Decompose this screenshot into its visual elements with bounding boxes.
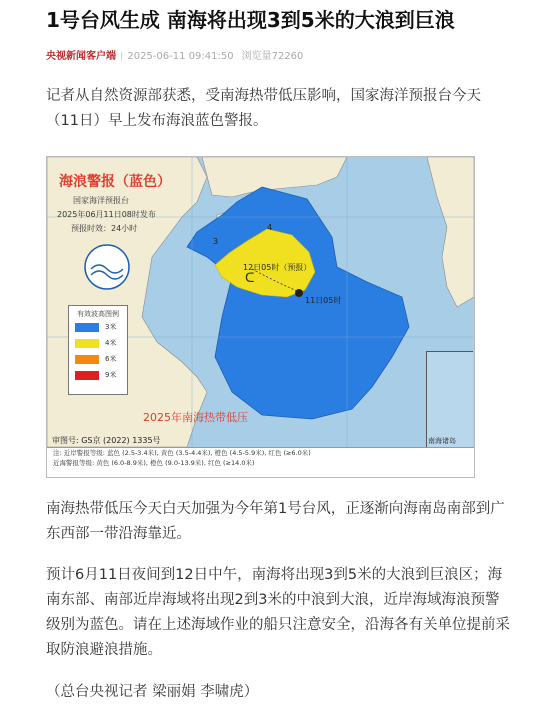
forecast-label-12: 12日05时（预报）: [243, 263, 312, 272]
note-line-coastal: 注: 近岸警报等级: 蓝色 (2.5-3.4米), 黄色 (3.5-4.4米), 橙色 (4.5-5.9米), 红色 (≥6.0米): [53, 449, 311, 457]
legend-label: 3米: [105, 323, 117, 331]
legend-swatch-3m: [75, 323, 99, 332]
paragraph-typhoon: 南海热带低压今天白天加强为今年第1号台风，正逐渐向海南岛南部到广东西部一带沿海靠近。: [46, 501, 505, 542]
legend-item: [69, 353, 127, 367]
legend-title: 有效波高图例: [77, 310, 119, 318]
wave-warning-map: [46, 156, 475, 478]
legend-item: [69, 337, 127, 351]
legend-swatch-9m: [75, 371, 99, 380]
map-valid: 预报时效：24小时: [71, 224, 138, 233]
map-approval-code: 审图号: GS京 (2022) 1335号: [52, 436, 161, 445]
storm-position-11: [295, 289, 303, 297]
legend-label: 9米: [105, 371, 117, 379]
typhoon-forecast-symbol: ᑕ: [245, 271, 255, 286]
map-title: 海浪警报（蓝色）: [59, 174, 171, 190]
legend-label: 6米: [105, 355, 117, 363]
nmefc-logo: [85, 245, 129, 289]
contour-label-4: 4: [267, 223, 273, 232]
wave-height-legend: [68, 305, 128, 395]
legend-item: [69, 321, 127, 335]
land-philippines: [427, 157, 474, 307]
contour-label-3: 3: [213, 237, 219, 246]
source-link[interactable]: 央视新闻客户端: [46, 51, 116, 62]
view-count: 浏览量72260: [241, 51, 304, 62]
legend-item: [69, 369, 127, 383]
article-headline: 1号台风生成 南海将出现3到5米的大浪到巨浪: [46, 8, 455, 32]
legend-swatch-6m: [75, 355, 99, 364]
meta-divider: |: [120, 51, 124, 62]
south-china-sea-inset: [426, 351, 473, 448]
byline: （总台央视记者 梁丽娟 李啸虎）: [46, 684, 259, 700]
wave-zone-3m: [187, 187, 409, 419]
legend-swatch-4m: [75, 339, 99, 348]
paragraph-forecast: 预计6月11日夜间到12日中午，南海将出现3到5米的大浪到巨浪区；海南东部、南部近岸海域将出现2到3米的中浪到大浪，近岸海域海浪预警级别为蓝色。请在上述海域作业的船只注意安全，沿海各有关单位提前采取防浪避浪措施。: [46, 567, 510, 658]
position-label-11: 11日05时: [305, 296, 342, 305]
warning-level-notes: [47, 447, 474, 478]
legend-label: 4米: [105, 339, 117, 347]
article-meta: [46, 48, 303, 66]
inset-label: 南海诸岛: [428, 437, 456, 445]
paragraph-intro: 记者从自然资源部获悉，受南海热带低压影响，国家海洋预报台今天（11日）早上发布海浪蓝色警报。: [46, 88, 481, 129]
publish-time: 2025-06-11 09:41:50: [127, 51, 234, 62]
map-issuer: 国家海洋预报台: [73, 196, 129, 205]
map-issue-time: 2025年06月11日08时发布: [57, 210, 156, 219]
note-line-offshore: 近海警报等级: 黄色 (6.0-8.9米), 橙色 (9.0-13.9米), 红色 (≥14.0米): [53, 459, 255, 467]
storm-name-label: 2025年南海热带低压: [143, 411, 248, 424]
